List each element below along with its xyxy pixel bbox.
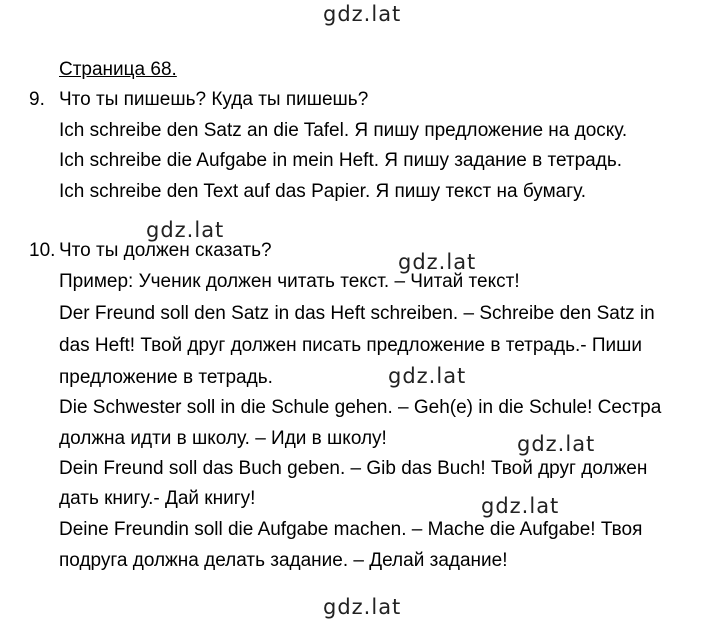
answer-line: предложение в тетрадь. xyxy=(59,367,273,388)
answer-line: Пример: Ученик должен читать текст. – Читай текст! xyxy=(59,271,520,292)
answer-line: должна идти в школу. – Иди в школу! xyxy=(59,428,387,449)
answer-line: подруга должна делать задание. – Делай задание! xyxy=(59,550,508,571)
task-question: Что ты пишешь? Куда ты пишешь? xyxy=(59,89,369,110)
watermark: gdz.lat xyxy=(398,250,477,274)
answer-line: Dein Freund soll das Buch geben. – Gib das Buch! Твой друг должен xyxy=(59,458,648,479)
answer-line: Die Schwester soll in die Schule gehen. – Geh(e) in die Schule! Сестра xyxy=(59,397,662,418)
answer-line: Ich schreibe den Satz an die Tafel. Я пишу предложение на доску. xyxy=(59,120,628,141)
watermark-bottom: gdz.lat xyxy=(323,595,402,619)
watermark-top: gdz.lat xyxy=(323,2,402,26)
task-question: Что ты должен сказать? xyxy=(59,240,272,261)
watermark: gdz.lat xyxy=(517,432,596,456)
answer-line: Der Freund soll den Satz in das Heft schreiben. – Schreibe den Satz in xyxy=(59,303,655,324)
answer-line: das Heft! Твой друг должен писать предложение в тетрадь.- Пиши xyxy=(59,335,642,356)
watermark: gdz.lat xyxy=(146,218,225,242)
answer-line: Ich schreibe den Text auf das Papier. Я пишу текст на бумагу. xyxy=(59,181,587,202)
answer-line: Ich schreibe die Aufgabe in mein Heft. Я пишу задание в тетрадь. xyxy=(59,150,623,171)
answer-line: дать книгу.- Дай книгу! xyxy=(59,488,256,509)
task-number: 10. xyxy=(29,240,56,261)
task-number: 9. xyxy=(29,89,45,110)
page-title: Страница 68. xyxy=(59,59,177,80)
watermark: gdz.lat xyxy=(388,364,467,388)
answer-line: Deine Freundin soll die Aufgabe machen. – Mache die Aufgabe! Твоя xyxy=(59,519,643,540)
watermark: gdz.lat xyxy=(481,494,560,518)
